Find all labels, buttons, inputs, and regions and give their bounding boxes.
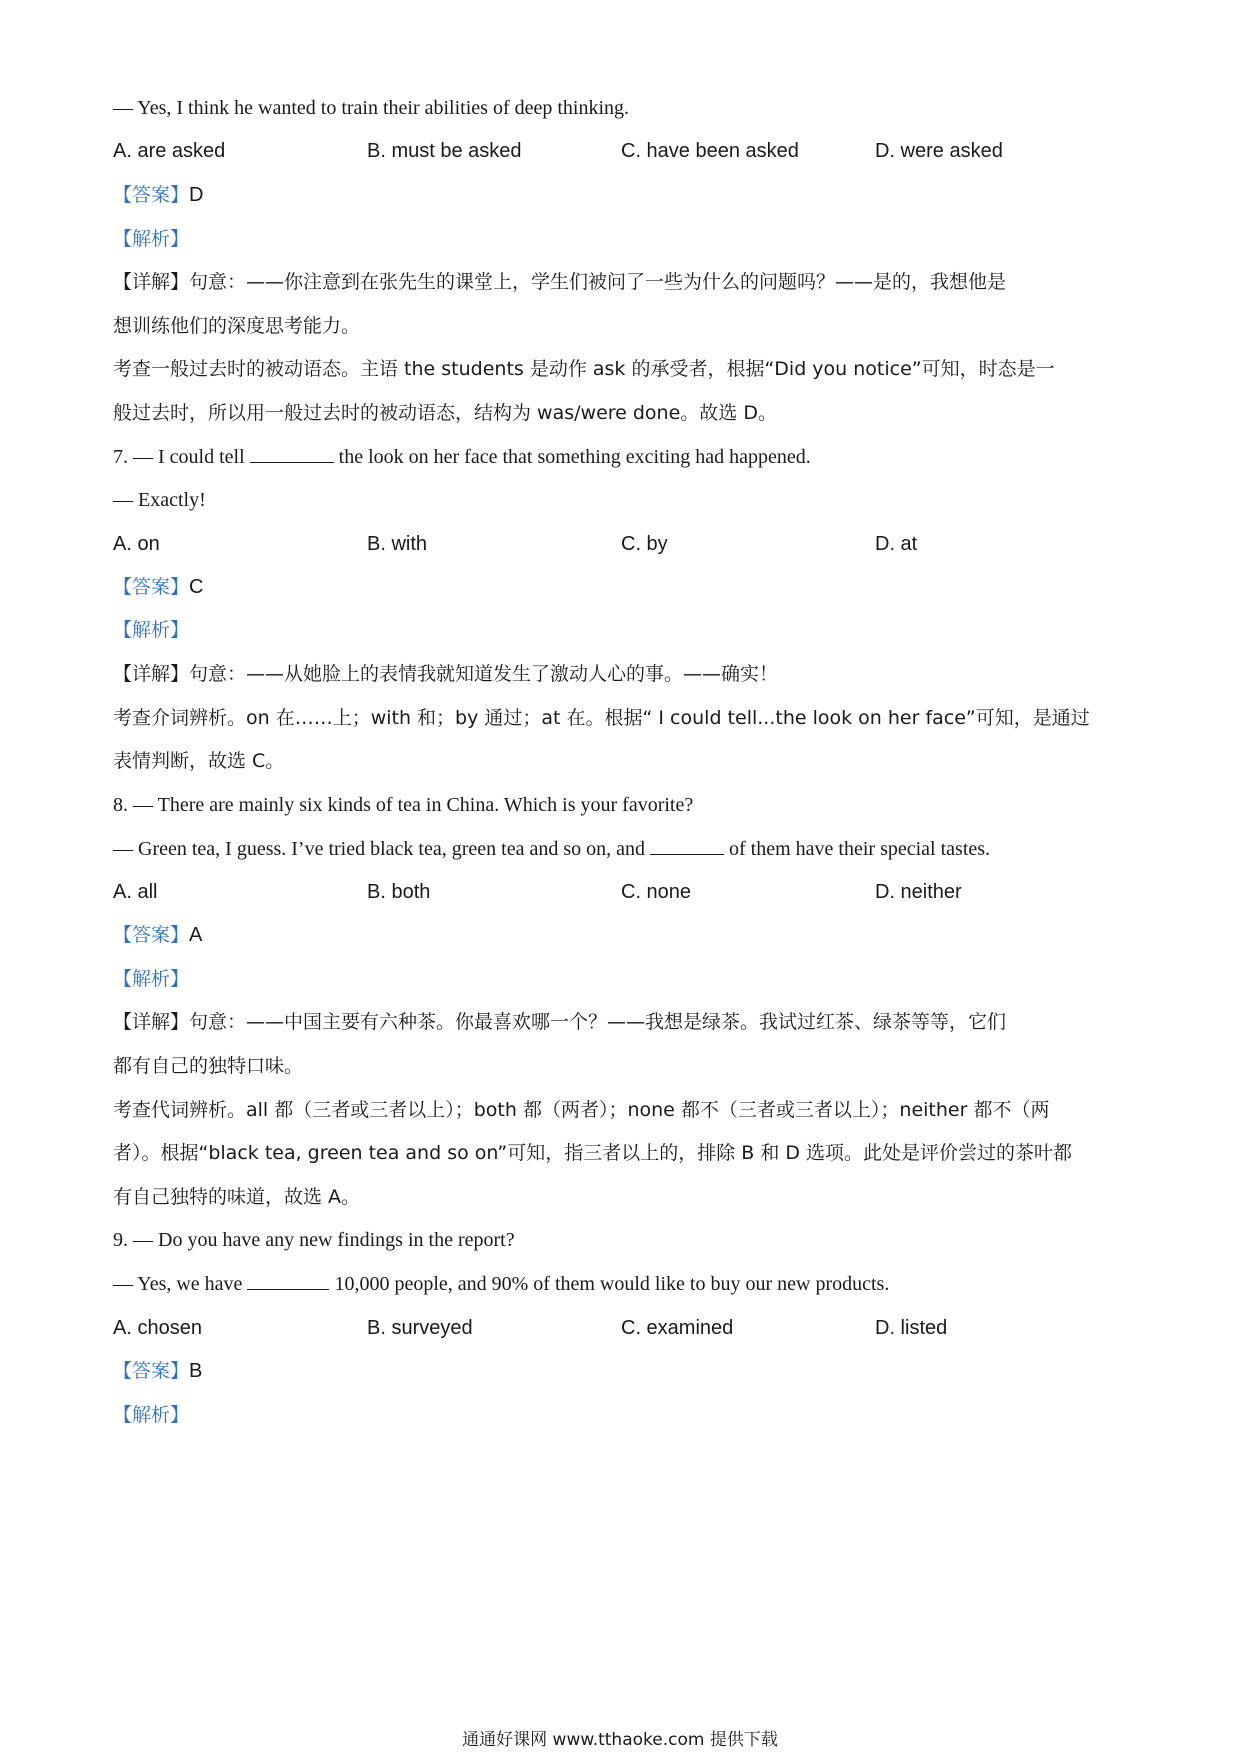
q8-detail-line-4: 者）。根据“black tea, green tea and so on”可知，指三者以上的，排除 B 和 D 选项。此处是评价尝过的茶叶都 — [113, 1142, 1073, 1164]
q6-detail-line-3: 考查一般过去时的被动语态。主语 the students 是动作 ask 的承受者，根据“Did you notice”可知，时态是一 — [113, 358, 1055, 380]
q9-reply-end: 10,000 people, and 90% of them would like to buy our new products. — [334, 1273, 890, 1295]
q8-reply-end: of them have their special tastes. — [729, 838, 991, 860]
q6-detail-line-1 — [113, 268, 1133, 296]
q8-option-c: C. none — [621, 881, 692, 903]
q8-answer: A — [189, 924, 203, 946]
analysis-tag: 【解析】 — [113, 1404, 190, 1426]
q8-analysis-heading — [113, 965, 1133, 993]
q8-stem: 8. — There are mainly six kinds of tea in China. Which is your favorite? — [113, 794, 694, 816]
q6-option-b: B. must be asked — [367, 140, 522, 162]
q6-analysis-heading — [113, 225, 1133, 253]
q8-reply-start: — Green tea, I guess. I’ve tried black tea, green tea and so on, and — [113, 838, 646, 860]
q7-answer-line — [113, 573, 1133, 601]
q9-reply-start: — Yes, we have — [113, 1273, 243, 1295]
q7-option-d: D. at — [875, 533, 918, 555]
q7-detail-line-1 — [113, 660, 1133, 688]
q9-answer: B — [189, 1360, 203, 1382]
q9-option-c: C. examined — [621, 1317, 734, 1339]
q8-answer-line — [113, 921, 1133, 949]
q6-reply: — Yes, I think he wanted to train their abilities of deep thinking. — [113, 97, 630, 119]
q7-detail-line-3: 表情判断，故选 C。 — [113, 750, 285, 772]
q8-option-b: B. both — [367, 881, 431, 903]
page-footer: 通通好课网 www.tthaoke.com 提供下载 — [462, 1730, 778, 1750]
q7-option-b: B. with — [367, 533, 428, 555]
answer-tag: 【答案】 — [113, 924, 190, 946]
q8-detail-line-5: 有自己独特的味道，故选 A。 — [113, 1186, 361, 1208]
q8-blank — [650, 836, 724, 855]
analysis-tag: 【解析】 — [113, 968, 190, 990]
q6-detail-text-1: 句意：——你注意到在张先生的课堂上，学生们被问了一些为什么的问题吗？——是的，我想他是 — [189, 271, 1007, 293]
q7-stem-end: the look on her face that something exciting had happened. — [338, 446, 811, 468]
q9-reply — [113, 1270, 1133, 1298]
q7-options — [113, 530, 1133, 558]
answer-tag: 【答案】 — [113, 1360, 190, 1382]
q9-blank — [247, 1271, 329, 1290]
detail-tag: 【详解】 — [113, 271, 190, 293]
q8-option-d: D. neither — [875, 881, 962, 903]
detail-tag: 【详解】 — [113, 1011, 190, 1033]
q6-answer: D — [189, 184, 204, 206]
q7-option-a: A. on — [113, 533, 160, 555]
q7-analysis-heading — [113, 616, 1133, 644]
q7-blank — [250, 444, 334, 463]
analysis-tag: 【解析】 — [113, 228, 190, 250]
answer-tag: 【答案】 — [113, 576, 190, 598]
q6-option-c: C. have been asked — [621, 140, 799, 162]
q9-answer-line — [113, 1357, 1133, 1385]
q7-detail-line-2: 考查介词辨析。on 在……上；with 和；by 通过；at 在。根据“ I could tell...the look on her face”可知，是通过 — [113, 707, 1090, 729]
answer-tag: 【答案】 — [113, 184, 190, 206]
q7-reply: — Exactly! — [113, 489, 206, 511]
q7-option-c: C. by — [621, 533, 668, 555]
detail-tag: 【详解】 — [113, 663, 190, 685]
q9-option-a: A. chosen — [113, 1317, 202, 1339]
q8-detail-line-3: 考查代词辨析。all 都（三者或三者以上）；both 都（两者）；none 都不（三者或三者以上）；neither 都不（两 — [113, 1099, 1050, 1121]
q8-options — [113, 878, 1133, 906]
q9-option-d: D. listed — [875, 1317, 948, 1339]
q6-option-a: A. are asked — [113, 140, 226, 162]
q6-options — [113, 137, 1133, 165]
q7-stem-start: 7. — I could tell — [113, 446, 245, 468]
q8-detail-line-2: 都有自己的独特口味。 — [113, 1055, 304, 1077]
q8-detail-text-1: 句意：——中国主要有六种茶。你最喜欢哪一个？——我想是绿茶。我试过红茶、绿茶等等，它们 — [189, 1011, 1007, 1033]
q9-stem: 9. — Do you have any new findings in the report? — [113, 1229, 515, 1251]
analysis-tag: 【解析】 — [113, 619, 190, 641]
q6-detail-line-4: 般过去时，所以用一般过去时的被动语态，结构为 was/were done。故选 D。 — [113, 402, 777, 424]
q6-detail-line-2: 想训练他们的深度思考能力。 — [113, 315, 361, 337]
q7-stem — [113, 443, 1133, 471]
q9-analysis-heading — [113, 1401, 1133, 1429]
q8-detail-line-1 — [113, 1008, 1133, 1036]
q9-options — [113, 1314, 1133, 1342]
q8-option-a: A. all — [113, 881, 158, 903]
q7-detail-text-1: 句意：——从她脸上的表情我就知道发生了激动人心的事。——确实！ — [189, 663, 779, 685]
q8-reply — [113, 835, 1133, 863]
q9-option-b: B. surveyed — [367, 1317, 473, 1339]
q6-option-d: D. were asked — [875, 140, 1003, 162]
q6-answer-line — [113, 181, 1133, 209]
q7-answer: C — [189, 576, 204, 598]
